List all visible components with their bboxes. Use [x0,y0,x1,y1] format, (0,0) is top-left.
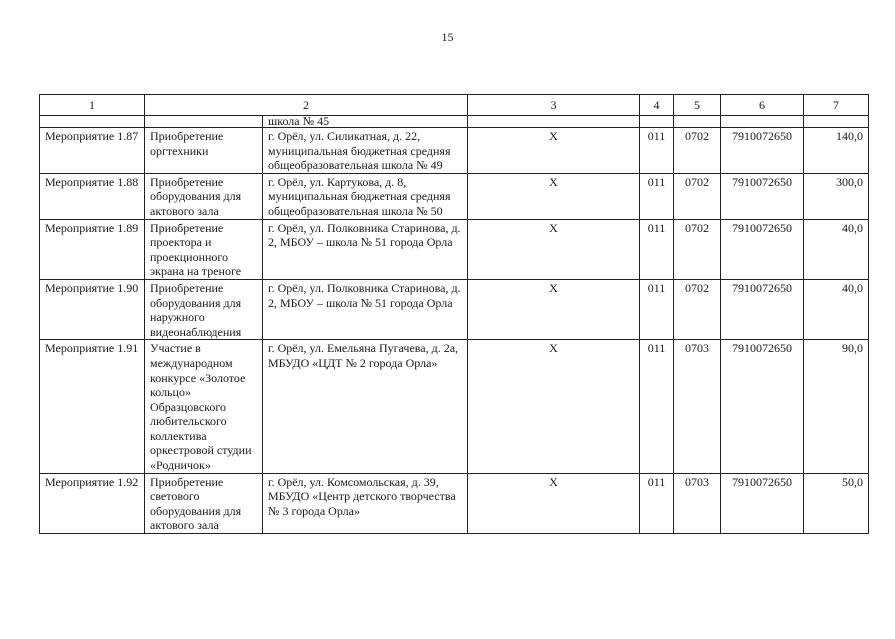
address-cell: г. Орёл, ул. Полковника Старинова, д. 2, МБОУ – школа № 51 города Орла [263,279,468,339]
col4-cell: 011 [640,279,674,339]
continuation-cell [145,116,263,128]
address-cell: г. Орёл, ул. Комсомольская, д. 39, МБУДО «Центр детского творчества № 3 города Орла» [263,473,468,533]
header-col-6: 6 [721,95,804,116]
col3-cell: Х [468,128,640,174]
header-col-3: 3 [468,95,640,116]
measure-id-cell: Мероприятие 1.92 [40,473,145,533]
col5-cell: 0702 [674,279,721,339]
col7-cell: 90,0 [804,340,869,473]
continuation-cell [40,116,145,128]
col5-cell: 0703 [674,473,721,533]
table-row [40,473,869,533]
header-col-7: 7 [804,95,869,116]
measure-id-cell: Мероприятие 1.89 [40,219,145,279]
measure-id-cell: Мероприятие 1.88 [40,173,145,219]
measures-table [39,94,869,534]
address-cell: г. Орёл, ул. Силикатная, д. 22, муниципальная бюджетная средняя общеобразовательная школа № 49 [263,128,468,174]
measure-name-cell: Приобретение оборудования для актового зала [145,173,263,219]
continuation-cell [804,116,869,128]
col6-cell: 7910072650 [721,128,804,174]
col7-cell: 300,0 [804,173,869,219]
table-row [40,173,869,219]
col4-cell: 011 [640,219,674,279]
col5-cell: 0702 [674,128,721,174]
col4-cell: 011 [640,128,674,174]
col5-cell: 0702 [674,219,721,279]
measure-name-cell: Участие в международном конкурсе «Золотое кольцо» Образцовского любительского коллектива оркестровой студии «Родничок» [145,340,263,473]
header-col-1: 1 [40,95,145,116]
col6-cell: 7910072650 [721,173,804,219]
measure-name-cell: Приобретение проектора и проекционного экрана на треноге [145,219,263,279]
measure-id-cell: Мероприятие 1.91 [40,340,145,473]
col3-cell: Х [468,279,640,339]
table-row [40,128,869,174]
col7-cell: 40,0 [804,279,869,339]
col3-cell: Х [468,473,640,533]
col4-cell: 011 [640,473,674,533]
continuation-address: школа № 45 [263,116,468,128]
address-cell: г. Орёл, ул. Полковника Старинова, д. 2, МБОУ – школа № 51 города Орла [263,219,468,279]
table-row [40,219,869,279]
col4-cell: 011 [640,340,674,473]
continuation-cell [674,116,721,128]
continuation-cell [468,116,640,128]
col4-cell: 011 [640,173,674,219]
measure-name-cell: Приобретение светового оборудования для актового зала [145,473,263,533]
col3-cell: Х [468,173,640,219]
col5-cell: 0703 [674,340,721,473]
col7-cell: 50,0 [804,473,869,533]
col6-cell: 7910072650 [721,473,804,533]
col7-cell: 140,0 [804,128,869,174]
col3-cell: Х [468,219,640,279]
continuation-cell [721,116,804,128]
header-col-2: 2 [145,95,468,116]
col6-cell: 7910072650 [721,340,804,473]
continuation-cell [640,116,674,128]
header-col-4: 4 [640,95,674,116]
col6-cell: 7910072650 [721,279,804,339]
col6-cell: 7910072650 [721,219,804,279]
table-row [40,340,869,473]
table-row [40,279,869,339]
col7-cell: 40,0 [804,219,869,279]
address-cell: г. Орёл, ул. Картукова, д. 8, муниципальная бюджетная средняя общеобразовательная школа № 50 [263,173,468,219]
header-row [40,95,869,116]
page-number: 15 [441,30,454,44]
measure-id-cell: Мероприятие 1.90 [40,279,145,339]
measure-id-cell: Мероприятие 1.87 [40,128,145,174]
measure-name-cell: Приобретение оргтехники [145,128,263,174]
header-col-5: 5 [674,95,721,116]
measure-name-cell: Приобретение оборудования для наружного видеонаблюдения [145,279,263,339]
col5-cell: 0702 [674,173,721,219]
address-cell: г. Орёл, ул. Емельяна Пугачева, д. 2а, МБУДО «ЦДТ № 2 города Орла» [263,340,468,473]
continuation-row [40,116,869,128]
col3-cell: Х [468,340,640,473]
